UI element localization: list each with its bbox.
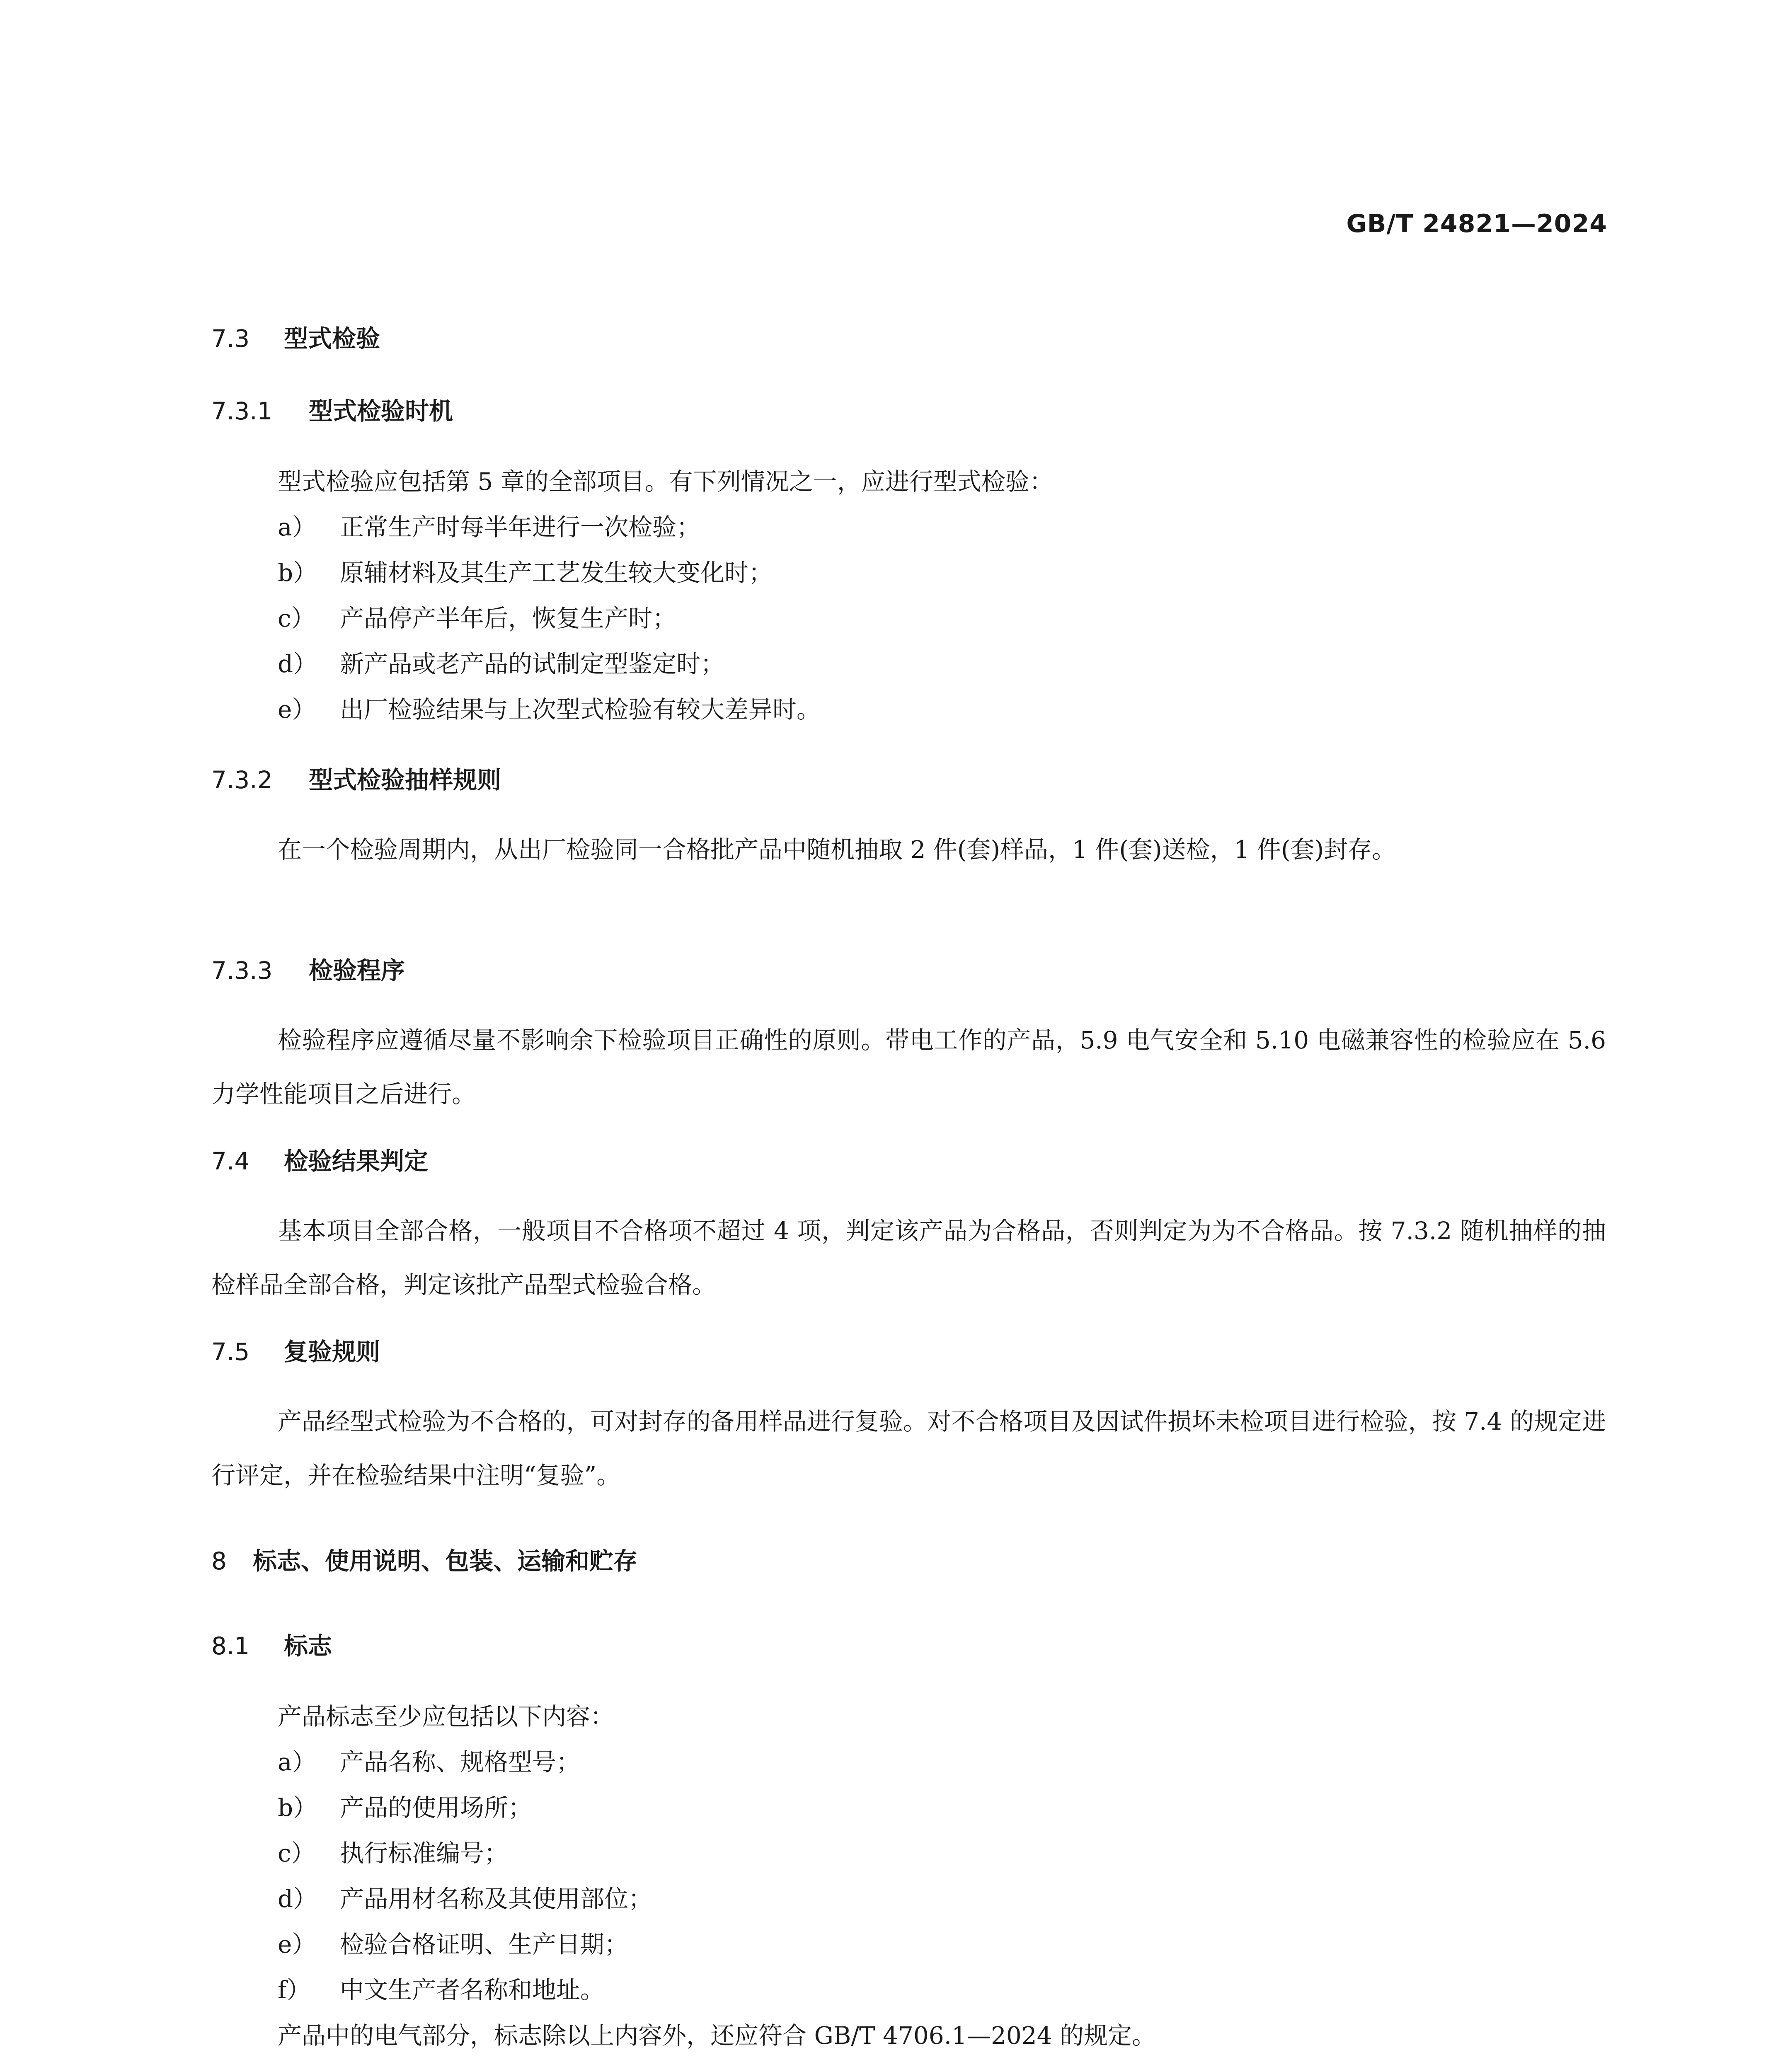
list-item: [278, 1970, 604, 2005]
section-title: 标志: [284, 1632, 332, 1660]
section-title: 检验程序: [309, 956, 405, 985]
list-text: 出厂检验结果与上次型式检验有较大差异时。: [340, 695, 821, 724]
list-item: [278, 553, 773, 588]
list-marker: b）: [278, 1794, 317, 1822]
list-text: 产品用材名称及其使用部位；: [340, 1885, 653, 1913]
paragraph: 在一个检验周期内，从出厂检验同一合格批产品中随机抽取 2 件(套)样品，1 件(套)送检，1 件(套)封存。: [278, 835, 1396, 864]
list-item: [278, 1925, 628, 1960]
list-text: 正常生产时每半年进行一次检验；: [340, 513, 701, 541]
list-item: [278, 1743, 580, 1777]
list-marker: f）: [278, 1976, 311, 2004]
list-marker: a）: [278, 513, 316, 541]
list-marker: a）: [278, 1748, 316, 1776]
list-text: 中文生产者名称和地址。: [340, 1976, 605, 2004]
section-7-3-2-heading: [211, 760, 501, 795]
paragraph: 产品标志至少应包括以下内容：: [278, 1702, 615, 1731]
section-number: 7.3.1: [211, 397, 273, 425]
section-7-3-3-heading: [211, 951, 405, 986]
list-marker: b）: [278, 559, 317, 587]
section-title: 型式检验时机: [309, 397, 453, 425]
list-text: 产品停产半年后，恢复生产时；: [340, 604, 677, 632]
list-text: 新产品或老产品的试制定型鉴定时；: [340, 650, 725, 678]
list-item: [278, 1834, 508, 1869]
section-title: 复验规则: [284, 1338, 380, 1366]
list-marker: d）: [278, 650, 317, 678]
list-text: 执行标准编号；: [340, 1839, 509, 1867]
paragraph: 检验程序应遵循尽量不影响余下检验项目正确性的原则。带电工作的产品，5.9 电气安全和 5.10 电磁兼容性的检验应在 5.6 力学性能项目之后进行。: [211, 1026, 1606, 1108]
paragraph: 型式检验应包括第 5 章的全部项目。有下列情况之一，应进行型式检验：: [278, 467, 1054, 496]
section-number: 7.3.2: [211, 766, 273, 794]
paragraph: 基本项目全部合格，一般项目不合格项不超过 4 项，判定该产品为合格品，否则判定为为不合格品。按 7.3.2 随机抽样的抽检样品全部合格，判定该批产品型式检验合格。: [211, 1217, 1606, 1299]
list-item: [278, 1879, 652, 1914]
list-marker: e）: [278, 695, 316, 724]
list-marker: c）: [278, 604, 315, 632]
section-title: 型式检验: [284, 324, 380, 353]
chapter-8-heading: [211, 1542, 637, 1576]
section-number: 7.5: [211, 1338, 250, 1366]
list-item: [278, 1788, 532, 1823]
section-7-5-heading: [211, 1332, 380, 1367]
list-text: 原辅材料及其生产工艺发生较大变化时；: [340, 559, 773, 587]
list-item: [278, 690, 821, 725]
list-item: [278, 644, 724, 679]
list-marker: c）: [278, 1839, 315, 1867]
list-marker: d）: [278, 1885, 317, 1913]
section-number: 7.3: [211, 324, 250, 353]
paragraph: 产品经型式检验为不合格的，可对封存的备用样品进行复验。对不合格项目及因试件损坏未检项目进行检验，按 7.4 的规定进行评定，并在检验结果中注明“复验”。: [211, 1407, 1606, 1489]
list-item: [278, 599, 676, 634]
list-marker: e）: [278, 1930, 316, 1958]
chapter-title: 标志、使用说明、包装、运输和贮存: [253, 1547, 638, 1575]
section-title: 型式检验抽样规则: [309, 766, 501, 794]
section-7-4-heading: [211, 1142, 428, 1176]
section-7-3-heading: [211, 319, 380, 354]
section-number: 8.1: [211, 1632, 250, 1660]
list-text: 产品的使用场所；: [340, 1794, 533, 1822]
list-item: [278, 508, 700, 542]
section-8-1-heading: [211, 1627, 332, 1661]
section-number: 7.3.3: [211, 956, 273, 985]
section-number: 7.4: [211, 1147, 250, 1175]
section-7-3-1-heading: [211, 392, 453, 426]
list-text: 产品名称、规格型号；: [340, 1748, 581, 1776]
section-title: 检验结果判定: [284, 1147, 429, 1175]
list-text: 检验合格证明、生产日期；: [340, 1930, 629, 1958]
paragraph: 产品中的电气部分，标志除以上内容外，还应符合 GB/T 4706.1—2024 的规定。: [278, 2021, 1156, 2050]
chapter-number: 8: [211, 1547, 227, 1575]
standard-number: GB/T 24821—2024: [1346, 209, 1607, 238]
